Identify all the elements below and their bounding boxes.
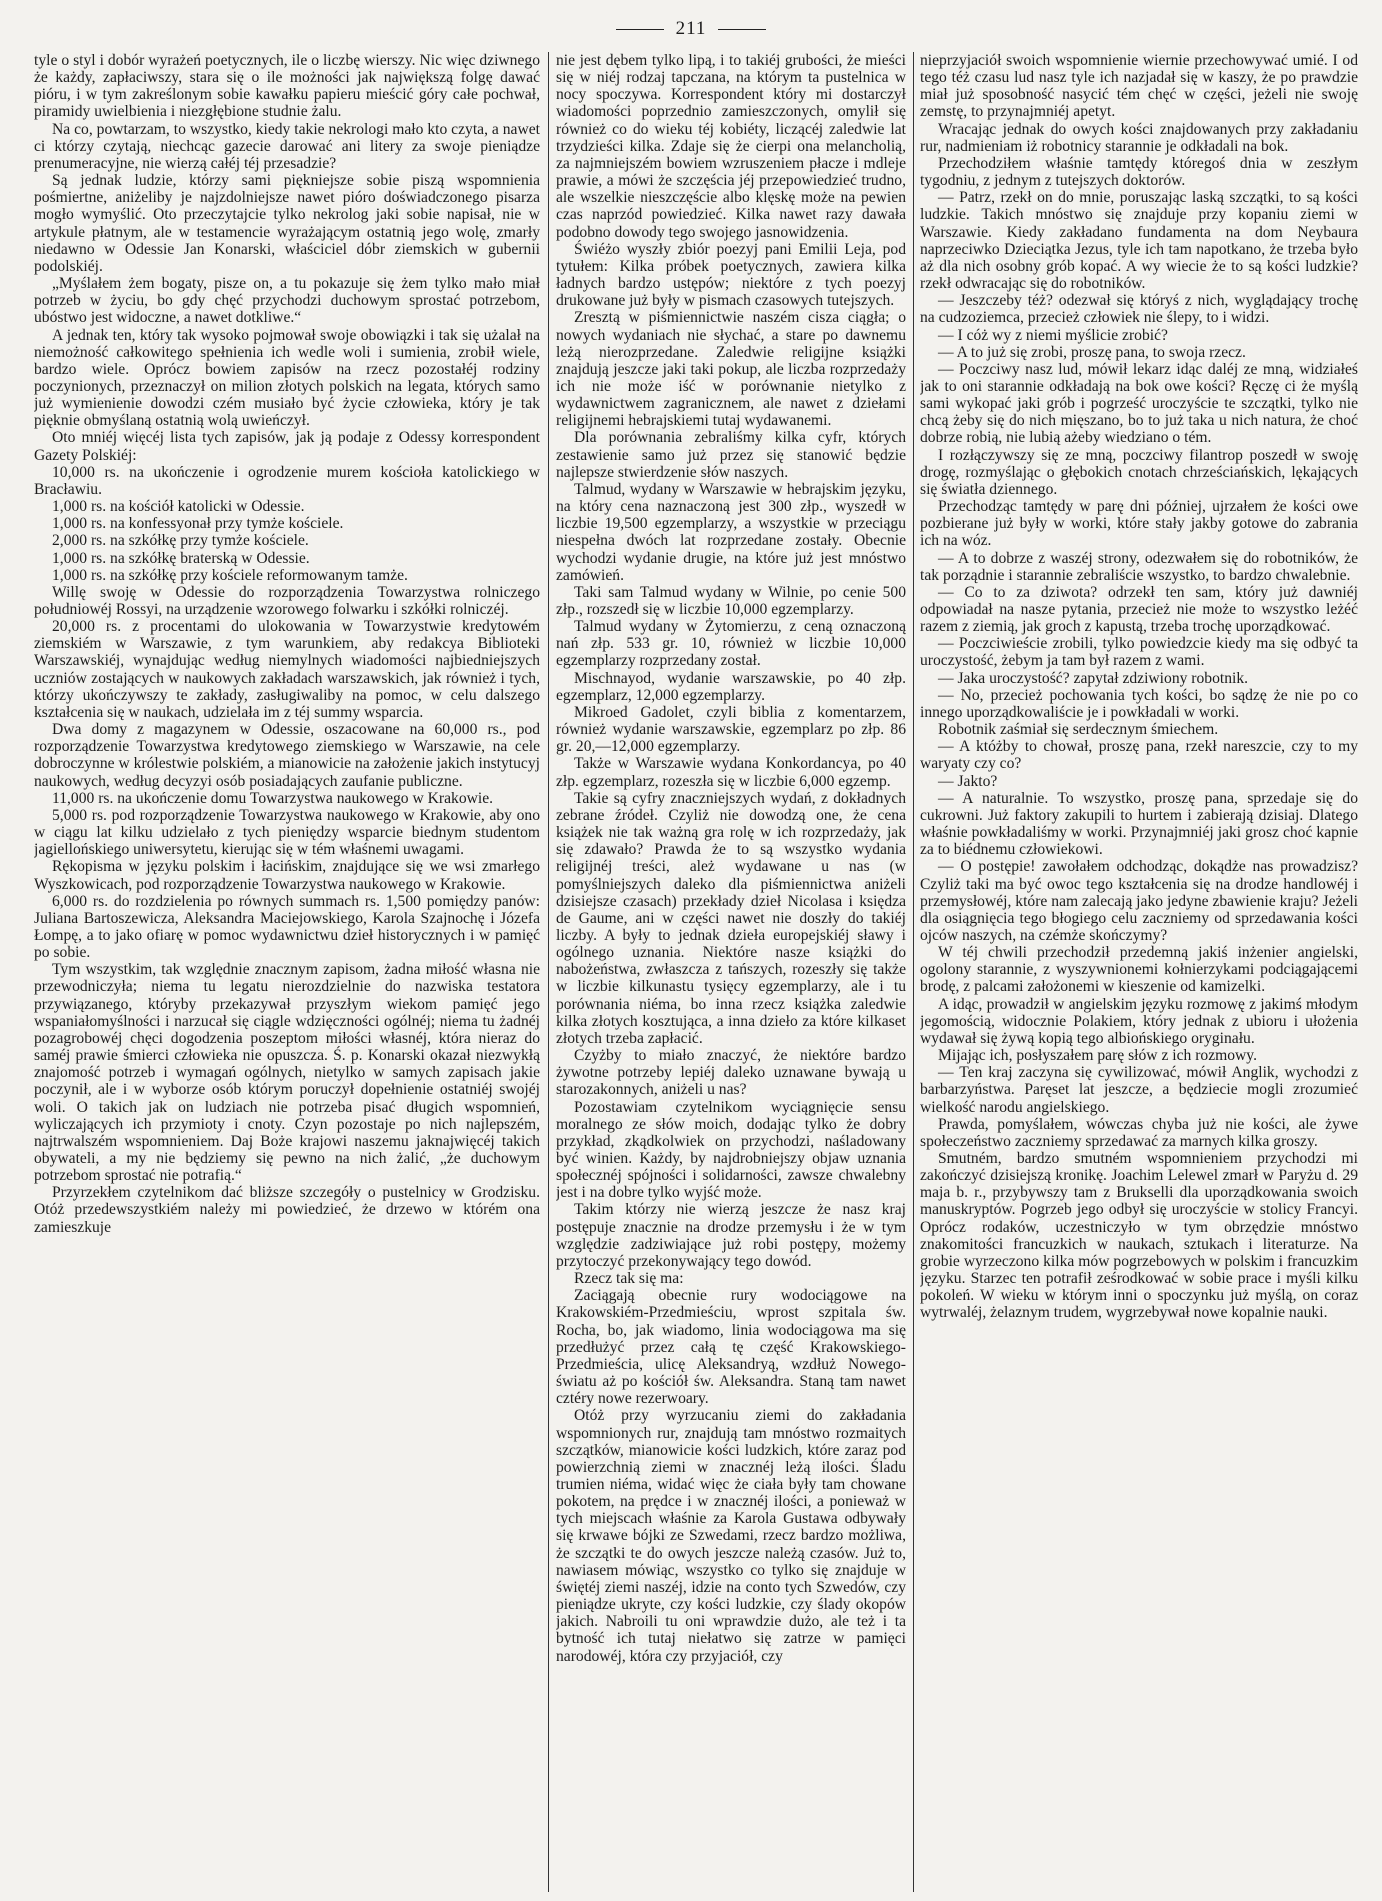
paragraph: Robotnik zaśmiał się serdecznym śmiechem. — [938, 721, 1219, 739]
paragraph: — O postępie! zawołałem odchodząc, dokądże nas prowadzisz? Czyliż taki ma być owoc tego kształcenia się na drodze handlowéj i przemysłowéj, które nam zalecają jako jedyne zbawienie kraju? Jeżeli dla osiągnięcia tego błogiego celu zaczniemy od sprzedawania kości ojców naszych, na czémże skończymy? — [920, 858, 1358, 944]
paragraph: Willę swoję w Odessie do rozporządzenia Towarzystwa rolniczego południowéj Rossyi, na urządzenie wzorowego folwarku i szkółki rolniczéj. — [34, 583, 540, 618]
paragraph: Także w Warszawie wydana Konkordancya, po 40 złp. egzemplarz, rozeszła się w liczbie 6,000 egzemp. — [556, 755, 906, 790]
paragraph: 10,000 rs. na ukończenie i ogrodzenie murem kościoła katolickiego w Bracławiu. — [34, 463, 540, 498]
paragraph: Taki sam Talmud wydany w Wilnie, po cenie 500 złp., rozszedł się w liczbie 10,000 egzemplarzy. — [556, 583, 906, 618]
paragraph: nieprzyjaciół swoich wspomnienie wiernie przechowywać umié. I od tego téż czasu lud nasz tyle ich nazjadał się w kaszy, że po prawdzie miał już sposobność nasycić tém chęć w części, jeżeli nie swoję zemstę, to przynajmniéj apetyt. — [920, 52, 1358, 121]
paragraph: — Jaka uroczystość? zapytał zdziwiony robotnik. — [938, 669, 1249, 687]
paragraph: — Poczciwy nasz lud, mówił lekarz idąc daléj ze mną, widziałeś jak to oni starannie odkładają na bok owe kości? Ręczę ci że myślą sami wykopać jaki grób i pogrześć uroczyście te szczątki, tylko nie chcą żeby się do nich mięszano, bo to już taka u nich natura, że choć dobrze robią, nie lubią ażeby wiedziano o tém. — [920, 360, 1358, 447]
paragraph: — Poczciwieście zrobili, tylko powiedzcie kiedy ma się odbyć ta uroczystość, żebym ja tam był razem z wami. — [920, 635, 1358, 670]
paragraph: 2,000 rs. na szkółkę przy tymże kościele. — [52, 532, 309, 550]
paragraph: tyle o styl i dobór wyrażeń poetycznych, ile o liczbę wierszy. Nic więc dziwnego że każdy, zapłaciwszy, stara się o ile możności jak największą folgę dawać pióru, i w tym zakreślonym sobie kawałku papieru mieścić góry całe pochwał, piramidy uwielbienia i niezgłębione studnie żalu. — [34, 52, 540, 121]
paragraph: Czyżby to miało znaczyć, że niektóre bardzo żywotne potrzeby lepiéj daleko uznawane bywają u starozakonnych, aniżeli u nas? — [556, 1047, 906, 1099]
paragraph: 5,000 rs. pod rozporządzenie Towarzystwa naukowego w Krakowie, aby ono w ciągu lat kilku udzielało z tych pieniędzy wsparcie biednym studentom jagiellońskiego uniwersytetu, kierując się w tém właśnemi uwagami. — [34, 806, 540, 859]
paragraph: Smutném, bardzo smutném wspomnieniem przychodzi mi zakończyć dzisiejszą kronikę. Joachim Lelewel zmarł w Paryżu d. 29 maja b. r., przybywszy tam z Brukselli dla uporządkowania swoich manuskryptów. Pogrzeb jego odbył się uroczyście w stolicy Francyi. Oprócz rodaków, uczestniczyło w tym obrzędzie mnóstwo znakomitości francuzkich w naukach, sztukach i literaturze. Na grobie wyrzeczono kilka mów pogrzebowych w polskim i francuzkim języku. Starzec ten potrafił ześrodkować w sobie prace i myśli kilku pokoleń. W wieku w którym inni o spoczynku już myślą, on coraz wytrwaléj, żelaznym trudem, wygrzebywał nowe kopalnie nauki. — [920, 1150, 1358, 1322]
page-number: 211 — [675, 18, 707, 39]
paragraph: A jednak ten, który tak wysoko pojmował swoje obowiązki i tak się użalał na niemożność całkowitego spełnienia ich wedle woli i sumienia, zrobił wiele, bardzo wiele. Oprócz bowiem zapisów na rzecz pozostałéj rodziny poczynionych, przeznaczył on milion złotych polskich na legata, których samo już wymienienie dowodzi czém musiało być życie człowieka, który je tak pięknie obmyślaną ostatnią wolą uwieńczył. — [34, 326, 540, 430]
paragraph: W téj chwili przechodził przedemną jakiś inżenier angielski, ogolony starannie, z wyszywnionemi kołnierzykami podciągającemi brodę, z palcami założonemi w kieszenie od kamizelki. — [920, 944, 1358, 996]
paragraph: — Co to za dziwota? odrzekł ten sam, który już dawniéj odpowiadał na nasze pytania, przecież nie może to wszystko leżéć razem z ziemią, jak groch z kapustą, trzeba trochę uporządkować. — [920, 583, 1358, 636]
paragraph: Dla porównania zebraliśmy kilka cyfr, których zestawienie samo już przez się stanowić będzie najlepsze stwierdzenie słów naszych. — [556, 429, 906, 481]
paragraph: 1,000 rs. na szkółkę braterską w Odessie. — [52, 549, 310, 567]
paragraph: Talmud, wydany w Warszawie w hebrajskim języku, na który cena naznaczoną jest 300 złp., wyszedł w liczbie 19,500 egzemplarzy, a wszystkie w przeciągu niespełna dwóch lat rozprzedane zostały. Obecnie wychodzi wydanie drugie, na które już jest mnóstwo zamówień. — [556, 480, 906, 584]
paragraph: 20,000 rs. z procentami do ulokowania w Towarzystwie kredytowém ziemskiém w Warszawie, z tym warunkiem, aby redakcya Biblioteki Warszawskiéj, wynajdując według niemylnych wiadomości najbiedniejszych uczniów zostających w naukowych zakładach warszawskich, jak również i tych, którzy ukończywszy te zakłady, zasługiwaliby na pomoc, w celu dalszego kształcenia się w naukach, udzielała im z téj summy wsparcia. — [34, 618, 540, 721]
text-column-2 — [556, 52, 906, 1894]
paragraph: Na co, powtarzam, to wszystko, kiedy takie nekrologi mało kto czyta, a nawet ci którzy czytają, niechcąc gazecie darować ani litery za swoje pieniądze prenumeracyjne, nie wierzą całéj téj przesadzie? — [34, 120, 540, 172]
paragraph: 1,000 rs. na szkółkę przy kościele reformowanym tamże. — [52, 566, 408, 584]
paragraph: Rzecz tak się ma: — [574, 1270, 684, 1288]
paragraph: nie jest dębem tylko lipą, i to takiéj grubości, że mieści się w niéj rodzaj tapczana, na którym ta pustelnica w nocy spoczywa. Korrespondent który mi dostarczył wiadomości poprzednio zamieszczonych, omylił się również co do wieku téj kobiéty, liczącéj zaledwie lat trzydzieści kilka. Zdaje się że cierpi ona melancholią, za najmniejszém bowiem wzruszeniem płacze i mdleje prawie, a mówi że szczęścia jéj przepowiedzieć trudno, ale wszelkie nieszczęście albo klęskę może na pewien czas naprzód powiedzieć. Kilka nawet razy dawała podobno dowody tego swojego jasnowidzenia. — [556, 52, 906, 241]
paragraph: Przechodząc tamtędy w parę dni później, ujrzałem że kości owe pozbierane już były w worki, które stały jakby gotowe do zabrania ich na wóz. — [920, 498, 1358, 550]
paragraph: Tym wszystkim, tak względnie znacznym zapisom, żadna miłość własna nie przewodniczyła; niema tu legatu nierozdzielnie do nazwiska testatora przywiązanego, któryby przekazywał przyszłym wiekom pamięć jego wspaniałomyślności i narzucał się ciągle wdzięczności ogólnéj; niema tu żadnéj pozagrobowéj chęci dogodzenia poszeptom miłości własnéj, która nieraz do saméj prawie śmierci człowieka nie opuszcza. Ś. p. Konarski okazał niezwykłą znajomość potrzeb i wymagań ogólnych, nietylko w samych zapisach jakie poczynił, ale i w wyborze osób którym poruczył dopełnienie ostatniéj swojéj woli. O takich jak on ludziach nie potrzeba pisać długich wspomnień, wyliczających ich przymioty i cnoty. Czyn pozostaje po nich najlepszém, najtrwalszém wspomnieniem. Daj Boże krajowi naszemu jaknajwięcéj takich obywateli, a my nie będziemy się pewno na nich żalić, „że duchowym potrzebom sprostać nie potrafią.“ — [34, 961, 540, 1185]
paragraph: I rozłączywszy się ze mną, poczciwy filantrop poszedł w swoję drogę, rozmyślając o głębokich cnotach chrześciańskich, lękających się światła dziennego. — [920, 446, 1358, 498]
paragraph: Talmud wydany w Żytomierzu, z ceną oznaczoną nań złp. 533 gr. 10, również w liczbie 10,000 egzemplarzy rozprzedany został. — [556, 618, 906, 670]
paragraph: 1,000 rs. na konfessyonał przy tymże kościele. — [52, 515, 344, 533]
paragraph: A idąc, prowadził w angielskim języku rozmowę z jakimś młodym jegomością, widocznie Polakiem, który jednak z ubioru i ułożenia wydawał się żywą kopią tego albiońskiego oryginału. — [920, 995, 1358, 1047]
paragraph: Pozostawiam czytelnikom wyciągnięcie sensu moralnego ze słów moich, dodając tylko że dobry przykład, zkądkolwiek on przychodzi, naśladowany być winien. Każdy, by najdrobniejszy objaw uznania społecznéj spójności i solidarności, zawsze chwalebny jest i na dobre tylko wyjść może. — [556, 1098, 906, 1202]
paragraph: Mischnayod, wydanie warszawskie, po 40 złp. egzemplarz, 12,000 egzemplarzy. — [556, 669, 906, 704]
text-column-1 — [34, 52, 540, 1894]
paragraph: — No, przecież pochowania tych kości, bo sądzę że nie po co innego uporządkowaliście je i powkładali w worki. — [920, 686, 1358, 721]
paragraph: Przyrzekłem czytelnikom dać bliższe szczegóły o pustelnicy w Grodzisku. Otóż przedewszystkiém należy mi powiedzieć, że drzewo w którém ona zamieszkuje — [34, 1184, 540, 1236]
paragraph: Oto mniéj więcéj lista tych zapisów, jak ją podaje z Odessy korrespondent Gazety Polskiéj: — [34, 429, 540, 464]
paragraph: 11,000 rs. na ukończenie domu Towarzystwa naukowego w Krakowie. — [52, 789, 494, 807]
divider — [616, 29, 664, 30]
paragraph: — A to dobrze z waszéj strony, odezwałem się do robotników, że tak porządnie i starannie zebraliście wszystko, to bardzo chwalebnie. — [920, 549, 1358, 584]
paragraph: Otóż przy wyrzucaniu ziemi do zakładania wspomnionych rur, znajdują tam mnóstwo rozmaitych szczątków, mianowicie kości ludzkich, które zaraz pod powierzchnią ziemi w znacznéj leżą ilości. Śladu trumien niéma, widać więc że ciała były tam chowane pokotem, na prędce i w znacznéj ilości, a ponieważ w tych miejscach właśnie za Karola Gustawa odbywały się krwawe bójki ze Szwedami, rzecz bardzo możliwa, że szczątki te do owych jeszcze należą czasów. Już to, nawiasem mówiąc, wszystko co tylko się znajduje w świętéj ziemi naszéj, idzie na conto tych Szwedów, czy pieniądze ukryte, czy kości ludzkie, czy ślady okopów jakich. Nabroili tu oni wprawdzie dużo, ale też i ta bytność ich tutaj niełatwo się zatrze w pamięci narodowéj, która czy przyjaciół, czy — [556, 1407, 906, 1665]
paragraph: — Patrz, rzekł on do mnie, poruszając laską szczątki, to są kości ludzkie. Takich mnóstwo się znajduje przy kopaniu ziemi w Warszawie. Kiedy zakładano fundamenta na dom Neybaura naprzeciwko Dzieciątka Jezus, tyle ich tam napotkano, że trzeba było aż dla nich osobny grób kopać. A wy wiecie że to są kości ludzkie? rzekł odwracając się do robotników. — [920, 189, 1358, 293]
paragraph: Dwa domy z magazynem w Odessie, oszacowane na 60,000 rs., pod rozporządzenie Towarzystwa kredytowego ziemskiego w Warszawie, na cele dobroczynne w królestwie polskiém, a mianowicie na założenie jakich instytucyj naukowych, według decyzyi osób posiadających zaufanie publiczne. — [34, 721, 540, 790]
paragraph: Takim którzy nie wierzą jeszcze że nasz kraj postępuje znacznie na drodze przemysłu i że w tym względzie zadziwiające już robi postępy, możemy przytoczyć przekonywający tego dowód. — [556, 1201, 906, 1270]
paragraph: 6,000 rs. do rozdzielenia po równych summach rs. 1,500 pomiędzy panów: Juliana Bartoszewicza, Aleksandra Maciejowskiego, Karola Szajnochę i Józefa Łompę, a to jako ofiarę w pomoc wydawnictwu dzieł historycznych i w pamięć po sobie. — [34, 892, 540, 962]
paragraph: — I cóż wy z niemi myślicie zrobić? — [938, 326, 1168, 344]
paragraph: — A któżby to chował, proszę pana, rzekł nareszcie, czy to my waryaty czy co? — [920, 738, 1358, 773]
paragraph: — A to już się zrobi, proszę pana, to swoja rzecz. — [938, 343, 1246, 361]
paragraph: „Myślałem żem bogaty, pisze on, a tu pokazuje się żem tylko mało miał potrzeb w życiu, bo gdy chęć przychodzi duchowym sprostać potrzebom, ubóstwo jest widoczne, a nawet dotkliwe.“ — [34, 275, 540, 327]
paragraph: Rękopisma w języku polskim i łacińskim, znajdujące się we wsi zmarłego Wyszkowicach, pod rozporządzenie Towarzystwa naukowego w Krakowie. — [34, 858, 540, 893]
paragraph: 1,000 rs. na kościół katolicki w Odessie. — [52, 498, 305, 516]
paragraph: Przechodziłem właśnie tamtędy któregoś dnia w zeszłym tygodniu, z jednym z tutejszych doktorów. — [920, 154, 1358, 190]
paragraph: Mijając ich, posłyszałem parę słów z ich rozmowy. — [938, 1047, 1257, 1065]
page-number-header — [0, 18, 1382, 40]
paragraph: Wracając jednak do owych kości znajdowanych przy zakładaniu rur, nadmieniam iż robotnicy starannie je odkładali na bok. — [920, 120, 1358, 155]
paragraph: Świéżo wyszły zbiór poezyj pani Emilii Leja, pod tytułem: Kilka próbek poetycznych, zawiera kilka ładnych bardzo ustępów; niektóre z tych poezyj drukowane już były w pismach czasowych tutejszych. — [556, 240, 906, 310]
paragraph: — Jakto? — [938, 772, 998, 790]
paragraph: — A naturalnie. To wszystko, proszę pana, sprzedaje się do cukrowni. Już faktory zakupili to hurtem i zabierają dzisiaj. Dlatego właśnie powkładaliśmy w worki. Przynajmniéj jaki grosz choć kapnie za to biédnemu człowiekowi. — [920, 789, 1358, 859]
paragraph: Zresztą w piśmiennictwie naszém cisza ciągła; o nowych wydaniach nie słychać, a stare po dawnemu leżą nierozprzedane. Zaledwie religijne książki znajdują jeszcze jaki taki pokup, ale liczba rozprzedaży ich nie może iść w porównanie nietylko z wydawnictwem zagranicznem, ale nawet z dziełami religijnemi hebrajskiemi tutaj wydawanemi. — [556, 309, 906, 430]
column-divider — [913, 52, 914, 1892]
divider — [718, 29, 766, 30]
paragraph: Zaciągają obecnie rury wodociągowe na Krakowskiém-Przedmieściu, wprost szpitala św. Rocha, bo, jak wiadomo, linia wodociągowa ma się przedłużyć przez całą tę część Krakowskiego-Przedmieścia, ulicę Aleksandryą, wzdłuż Nowego-światu aż po kościół św. Aleksandra. Staną tam nawet cztéry nowe rezerwoary. — [556, 1287, 906, 1408]
column-divider — [548, 52, 549, 1892]
paragraph: Prawda, pomyślałem, wówczas chyba już nie kości, ale żywe społeczeństwo zaczniemy sprzedawać za marnych kilka groszy. — [920, 1115, 1358, 1150]
paragraph: Są jednak ludzie, którzy sami piękniejsze sobie piszą wspomnienia pośmiertne, aniżeliby je najzdolniejsze nawet pióro doświadczonego pisarza mogło wymyślić. Oto przeczytajcie tylko nekrolog jaki sobie napisał, nie w artykule płatnym, ale w testamencie wyrażającym ostatnią jego wolę, zmarły niedawno w Odessie Jan Konarski, właściciel dóbr ziemskich w gubernii podolskiéj. — [34, 172, 540, 275]
paragraph: — Jeszczeby téż? odezwał się któryś z nich, wyglądający trochę na cudzoziemca, przecież człowiek nie ślepy, to i widzi. — [920, 292, 1358, 327]
paragraph: Mikroed Gadolet, czyli biblia z komentarzem, również wydanie warszawskie, egzemplarz po złp. 86 gr. 20,—12,000 egzemplarzy. — [556, 703, 906, 756]
paragraph: Takie są cyfry znaczniejszych wydań, z dokładnych zebrane źródeł. Czyliż nie dowodzą one, że cena książek nie tak ważną gra rolę w ich rozprzedaży, jak się zdawało? Prawda że to są wszystko wydania religijnéj treści, ależ wydawane u nas (w pomyślniejszych daleko dla piśmiennictwa aniżeli dzisiejsze czasach) przekłady dzieł Nicolasa i księdza de Gaume, ani w części nawet nie doszły do takiéj liczby. A były to jednak dzieła europejskiéj sławy i ogólnego uznania. Niektóre nasze książki do nabożeństwa, zwłaszcza z tańszych, rozeszły się także w liczbie kilkunastu tysięcy egzemplarzy, ale i tu porównania niéma, bo inna rzecz książka zaledwie kilka złotych kosztująca, a inna dzieło za które kilkaset złotych trzeba zapłacić. — [556, 789, 906, 1047]
paragraph: — Ten kraj zaczyna się cywilizować, mówił Anglik, wychodzi z barbarzyństwa. Paręset lat jeszcze, a będziecie mogli zrozumieć wielkość narodu angielskiego. — [920, 1064, 1358, 1116]
text-column-3 — [920, 52, 1358, 1894]
